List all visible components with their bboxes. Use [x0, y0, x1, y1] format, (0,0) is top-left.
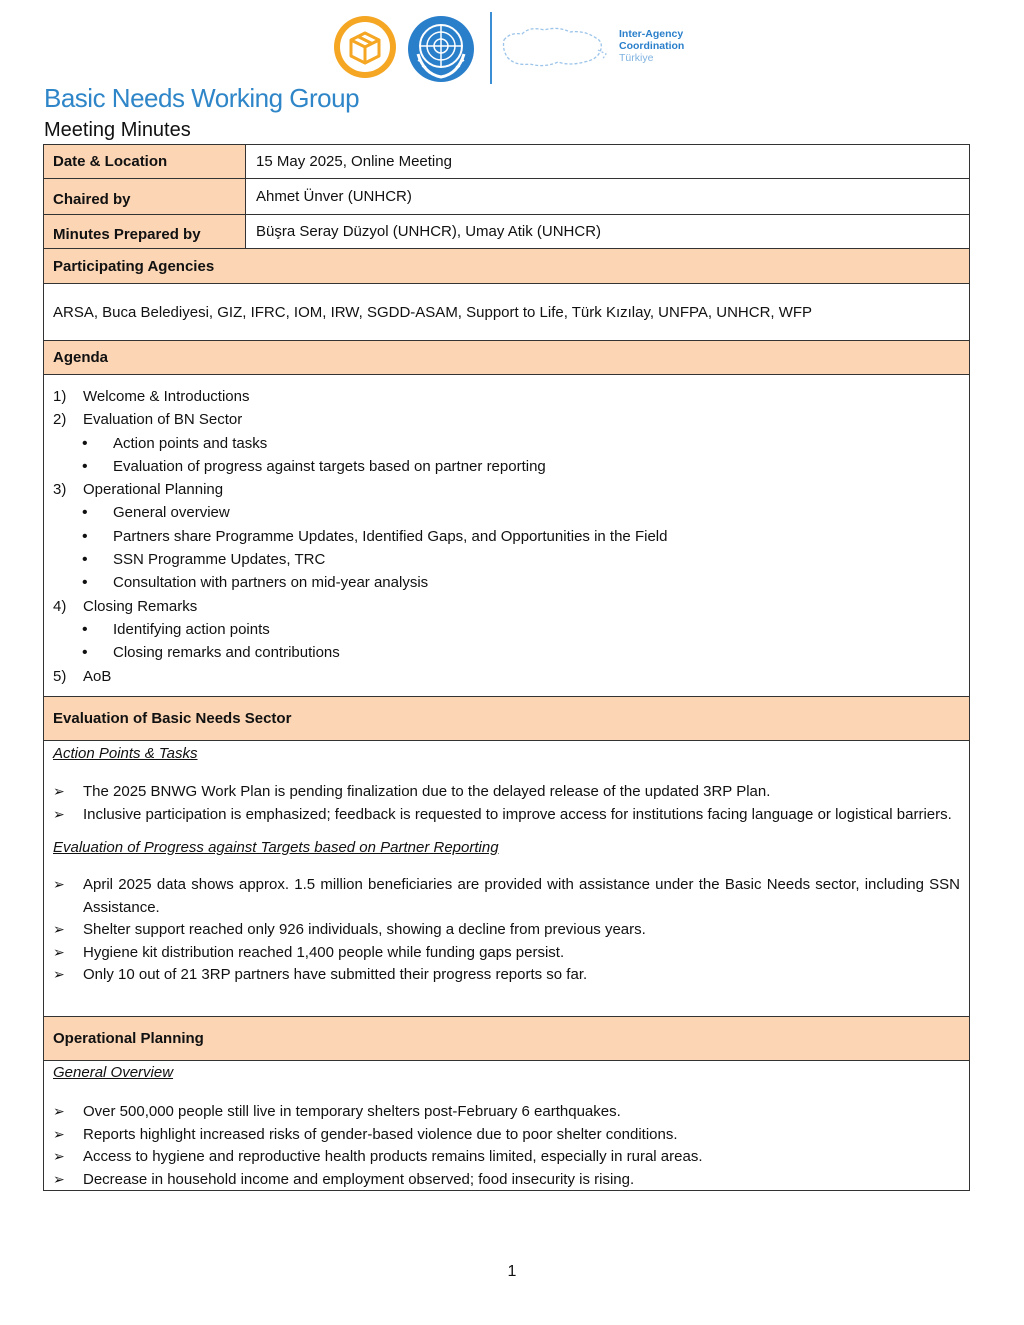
agenda-item	[53, 478, 960, 501]
agenda-subitems	[53, 501, 960, 594]
agenda-subitem: • SSN Programme Updates, TRC	[53, 548, 960, 571]
agenda-list-container	[44, 375, 969, 696]
agenda-item	[53, 665, 960, 688]
agenda-item	[53, 408, 960, 431]
operational-row	[44, 1061, 969, 1190]
agenda-item-text: Operational Planning	[83, 481, 224, 499]
agenda-heading-row	[44, 341, 969, 375]
chaired-by-value: Ahmet Ünver (UNHCR)	[256, 188, 412, 205]
minutes-table	[43, 144, 970, 1191]
agenda-subitem: • Partners share Programme Updates, Identified Gaps, and Opportunities in the Field	[53, 525, 960, 548]
general-overview-heading: General Overview	[53, 1064, 174, 1081]
progress-heading: Evaluation of Progress against Targets based on Partner Reporting	[53, 839, 499, 856]
evaluation-row	[44, 741, 969, 1017]
iac-line-3: Türkiye	[619, 52, 654, 64]
box-logo-icon	[332, 14, 398, 80]
action-point-item: ➢ Inclusive participation is emphasized; feedback is requested to improve access for institutions facing language or logistical barriers.	[53, 804, 960, 827]
overview-point-item: ➢ Access to hygiene and reproductive health products remains limited, especially in rural areas.	[53, 1146, 960, 1169]
agenda-heading: Agenda	[44, 341, 969, 374]
date-location-value: 15 May 2025, Online Meeting	[256, 153, 452, 170]
agenda-sublist	[53, 618, 960, 665]
overview-point-item: ➢ Decrease in household income and employment observed; food insecurity is rising.	[53, 1169, 960, 1192]
agenda-subitem: • Evaluation of progress against targets based on partner reporting	[53, 455, 960, 478]
agenda-item-number: 1)	[53, 388, 67, 405]
progress-point-item: ➢ Only 10 out of 21 3RP partners have submitted their progress reports so far.	[53, 964, 960, 987]
agenda-subitems	[53, 618, 960, 665]
overview-point-item: ➢ Reports highlight increased risks of gender-based violence due to poor shelter conditions.	[53, 1124, 960, 1147]
page-subtitle: Meeting Minutes	[44, 119, 191, 141]
progress-point-item: ➢ Hygiene kit distribution reached 1,400 people while funding gaps persist.	[53, 942, 960, 965]
agenda-item-text: Welcome & Introductions	[83, 388, 250, 405]
action-points-heading: Action Points & Tasks	[53, 745, 198, 762]
un-emblem-icon	[406, 14, 476, 84]
evaluation-content	[44, 741, 969, 1016]
participants-text: ARSA, Buca Belediyesi, GIZ, IFRC, IOM, IRW, SGDD-ASAM, Support to Life, Türk Kızılay, UNFPA, UNHCR, WFP	[53, 303, 813, 321]
agenda-item-text: Closing Remarks	[83, 597, 198, 615]
date-location-label: Date & Location	[44, 145, 246, 178]
inter-agency-coordination-logo-text	[619, 28, 684, 64]
operational-content	[44, 1061, 969, 1190]
action-points-list	[53, 781, 960, 826]
agenda-item-number: 5)	[53, 667, 67, 685]
agenda-item-text: Evaluation of BN Sector	[83, 411, 243, 429]
meta-row-minutes	[44, 215, 969, 249]
operational-heading: Operational Planning	[44, 1017, 969, 1060]
header-logos	[332, 10, 712, 86]
chaired-by-label: Chaired by	[44, 179, 246, 214]
logo-divider	[490, 12, 492, 84]
agenda-row	[44, 375, 969, 697]
participants-heading-row	[44, 249, 969, 284]
agenda-subitem: • Consultation with partners on mid-year analysis	[53, 571, 960, 594]
overview-point-item: ➢ Over 500,000 people still live in temporary shelters post-February 6 earthquakes.	[53, 1101, 960, 1124]
agenda-subitem: • Action points and tasks	[53, 432, 960, 455]
agenda-sublist	[53, 501, 960, 594]
agenda-item	[53, 385, 960, 408]
iac-line-2: Coordination	[619, 40, 685, 52]
agenda-list	[53, 385, 960, 688]
evaluation-heading-row	[44, 697, 969, 741]
minutes-prepared-value: Büşra Seray Düzyol (UNHCR), Umay Atik (UNHCR)	[256, 223, 602, 240]
agenda-item-number: 3)	[53, 481, 67, 499]
minutes-prepared-label: Minutes Prepared by	[44, 215, 246, 248]
agenda-item-number: 4)	[53, 597, 67, 615]
participants-heading: Participating Agencies	[44, 249, 969, 283]
operational-heading-row	[44, 1017, 969, 1061]
agenda-item-text: AoB	[83, 667, 112, 685]
agenda-subitems	[53, 432, 960, 479]
page-title: Basic Needs Working Group	[44, 83, 360, 113]
meta-row-chair	[44, 179, 969, 215]
action-point-item: ➢ The 2025 BNWG Work Plan is pending finalization due to the delayed release of the updated 3RP Plan.	[53, 781, 960, 804]
agenda-subitem: • Closing remarks and contributions	[53, 641, 960, 664]
turkiye-map-icon	[500, 20, 610, 80]
agenda-subitem: • General overview	[53, 501, 960, 524]
evaluation-heading: Evaluation of Basic Needs Sector	[44, 697, 969, 740]
agenda-sublist	[53, 432, 960, 479]
iac-line-1: Inter-Agency	[619, 28, 684, 40]
overview-points-list	[53, 1101, 960, 1191]
progress-point-item: ➢ Shelter support reached only 926 individuals, showing a decline from previous years.	[53, 919, 960, 942]
agenda-subitem: • Identifying action points	[53, 618, 960, 641]
agenda-item-number: 2)	[53, 411, 67, 429]
meta-row-date	[44, 145, 969, 179]
page-number: 1	[507, 1263, 517, 1280]
participants-row	[44, 284, 969, 341]
progress-point-item: ➢ April 2025 data shows approx. 1.5 million beneficiaries are provided with assistance under the Basic Needs sector, including SSN Assistance.	[53, 874, 960, 919]
progress-points-list	[53, 874, 960, 987]
agenda-item	[53, 595, 960, 618]
